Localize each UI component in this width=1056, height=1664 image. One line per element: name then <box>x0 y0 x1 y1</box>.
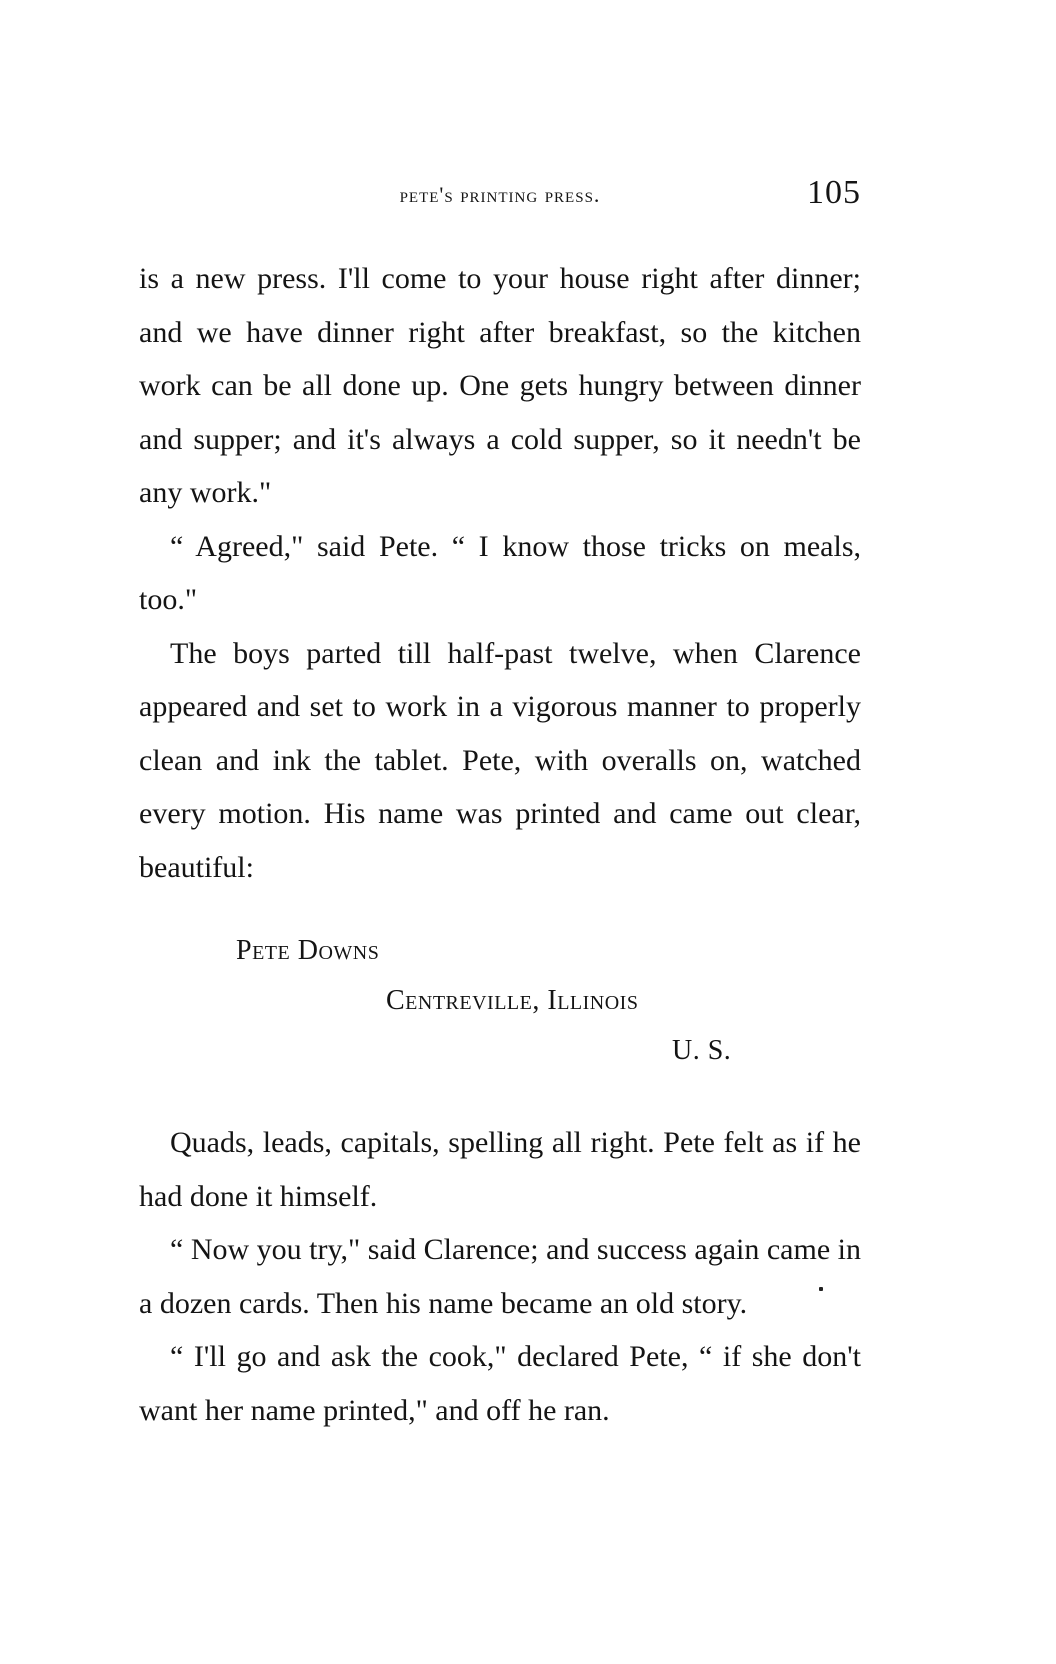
ink-speck <box>819 1287 823 1291</box>
paragraph: “ I'll go and ask the cook," declared Pete, “ if she don't want her name printed," and off he ran. <box>139 1340 861 1427</box>
body-text <box>139 252 861 1437</box>
running-title: pete's printing press. <box>399 182 601 207</box>
card-name-line: Pete Downs <box>236 935 380 966</box>
card-country-line: U. S. <box>672 1035 732 1066</box>
running-head <box>139 174 861 228</box>
paragraph-continued: is a new press. I'll come to your house right after dinner; and we have dinner right after breakfast, so the kitchen work can be all done up. One gets hungry between dinner and supper; and it's always a cold supper, so it needn't be any work." <box>139 262 861 509</box>
paragraph: “ Agreed," said Pete. “ I know those tricks on meals, too." <box>139 529 861 616</box>
paragraph: “ Now you try," said Clarence; and success again came in a dozen cards. Then his name became an old story. <box>139 1233 861 1320</box>
printed-card <box>139 896 861 1110</box>
card-town-line: Centreville, Illinois <box>386 985 639 1016</box>
page-number: 105 <box>807 174 861 211</box>
paragraph: The boys parted till half-past twelve, when Clarence appeared and set to work in a vigorous manner to properly clean and ink the tablet. Pete, with overalls on, watched every motion. His name was printed and came out clear, beautiful: <box>139 636 861 884</box>
paragraph: Quads, leads, capitals, spelling all right. Pete felt as if he had done it himself. <box>139 1126 861 1213</box>
